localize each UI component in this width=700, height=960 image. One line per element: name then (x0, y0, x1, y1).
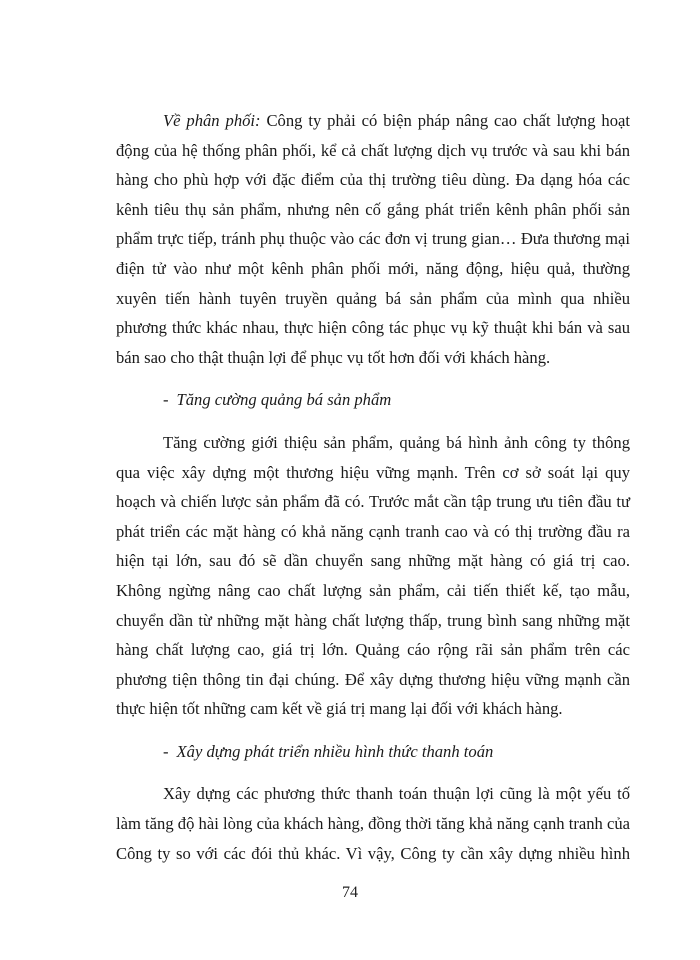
dash-bullet: - (163, 741, 169, 761)
bullet-heading-payment (163, 737, 630, 767)
paragraph-distribution (116, 106, 630, 372)
document-page (116, 106, 630, 868)
paragraph-lead-italic: Về phân phối: (163, 111, 261, 130)
paragraph-payment: Xây dựng các phương thức thanh toán thuận lợi cũng là một yếu tố làm tăng độ hài lòng của khách hàng, đồng thời tăng khả năng cạnh tranh của Công ty so với các đói thủ khác. Vì vậy, Công ty cần xây dựng nhiều hình (116, 784, 630, 863)
paragraph-text: Công ty phải có biện pháp nâng cao chất lượng hoạt động của hệ thống phân phối, kể cả chất lượng dịch vụ trước và sau khi bán hàng cho phù hợp với đặc điểm của thị trường tiêu dùng. Đa dạng hóa các kênh tiêu thụ sản phẩm, nhưng nên cố gắng phát triển kênh phân phối sản phẩm trực tiếp, tránh phụ thuộc vào các đơn vị trung gian… Đưa thương mại điện tử vào như một kênh phân phối mới, năng động, hiệu quả, thường xuyên tiến hành tuyên truyền quảng bá sản phẩm của mình qua nhiều phương thức khác nhau, thực hiện công tác phục vụ kỹ thuật khi bán và sau bán sao cho thật thuận lợi để phục vụ tốt hơn đối với khách hàng. (116, 111, 630, 367)
bullet-heading-text: Tăng cường quảng bá sản phẩm (176, 390, 392, 410)
dash-bullet: - (163, 390, 169, 410)
paragraph-promotion: Tăng cường giới thiệu sản phẩm, quảng bá hình ảnh công ty thông qua việc xây dựng một thương hiệu vững mạnh. Trên cơ sở soát lại quy hoạch và chiến lược sản phẩm đã có. Trước mắt cần tập trung ưu tiên đầu tư phát triển các mặt hàng có khả năng cạnh tranh cao và có thị trường đầu ra hiện tại lớn, sau đó sẽ dần chuyển sang những mặt hàng có giá trị cao. Không ngừng nâng cao chất lượng sản phẩm, cải tiến thiết kế, tạo mẫu, chuyển dần từ những mặt hàng chất lượng thấp, trung bình sang những mặt hàng chất lượng cao, giá trị lớn. Quảng cáo rộng rãi sản phẩm trên các phương tiện thông tin đại chúng. Để xây dựng thương hiệu vững mạnh cần thực hiện tốt những cam kết về giá trị mang lại đối với khách hàng. (116, 432, 630, 719)
bullet-heading-text: Xây dựng phát triển nhiều hình thức thanh toán (176, 741, 494, 761)
page-number: 74 (342, 884, 358, 901)
bullet-heading-promotion (163, 385, 630, 415)
